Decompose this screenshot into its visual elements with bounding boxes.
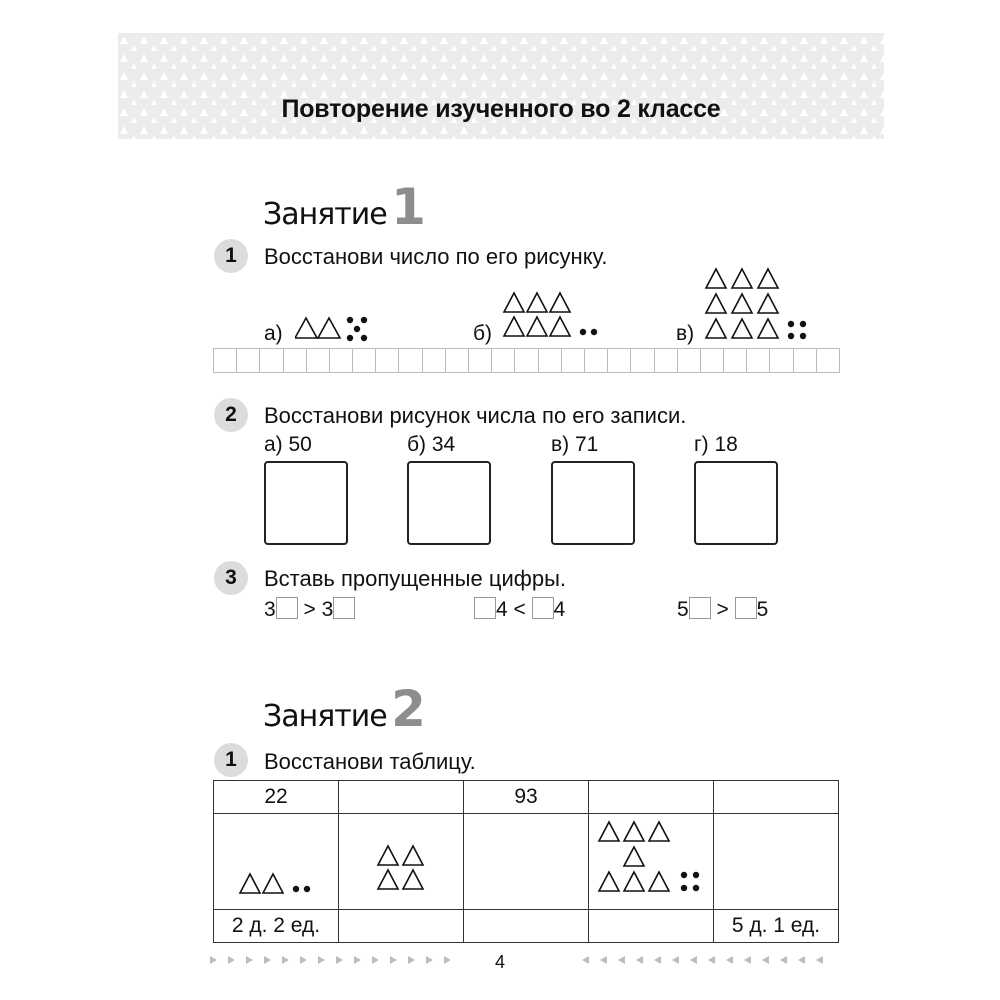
tens-triangles xyxy=(504,293,570,336)
arrow-right-icon xyxy=(408,956,415,964)
ten-triangle xyxy=(706,269,726,288)
table-cell[interactable] xyxy=(214,814,339,910)
drawing-box-b[interactable] xyxy=(407,461,491,545)
ten-triangle xyxy=(758,269,778,288)
unit-dot xyxy=(681,885,687,891)
arrow-left-icon xyxy=(600,956,607,964)
arrow-left-icon xyxy=(726,956,733,964)
arrow-right-icon xyxy=(336,956,343,964)
number-prompt-a: а) 50 xyxy=(264,433,312,456)
ten-triangle xyxy=(599,872,619,891)
unit-dot xyxy=(788,321,794,327)
tens-triangles xyxy=(706,269,778,338)
inequality-1: 3 > 3 xyxy=(264,597,355,622)
arrow-right-icon xyxy=(264,956,271,964)
unit-dot xyxy=(591,329,597,335)
digit-box[interactable] xyxy=(735,597,757,619)
ten-triangle xyxy=(527,317,547,336)
table-cell[interactable]: 5 д. 1 ед. xyxy=(714,910,839,943)
arrow-left-icon xyxy=(708,956,715,964)
table-cell[interactable]: 93 xyxy=(464,781,589,814)
drawing-box-a[interactable] xyxy=(264,461,348,545)
drawing-box-g[interactable] xyxy=(694,461,778,545)
digit-box[interactable] xyxy=(333,597,355,619)
lesson-number: 2 xyxy=(391,680,426,738)
arrow-left-icon xyxy=(816,956,823,964)
unit-dot xyxy=(693,885,699,891)
arrow-right-icon xyxy=(372,956,379,964)
tens-triangles xyxy=(295,318,340,338)
ten-triangle xyxy=(403,846,423,865)
digit-box[interactable] xyxy=(276,597,298,619)
table-cell[interactable]: 2 д. 2 ед. xyxy=(214,910,339,943)
page-number: 4 xyxy=(494,952,505,972)
table-cell[interactable] xyxy=(339,814,464,910)
task-instruction: Восстанови таблицу. xyxy=(264,749,476,774)
lesson-number: 1 xyxy=(391,178,426,236)
answer-cell-strip[interactable] xyxy=(213,348,841,374)
arrow-left-icon xyxy=(798,956,805,964)
item-label-b: б) xyxy=(473,322,493,345)
lesson-1-heading xyxy=(263,178,426,236)
table-row-decomposition xyxy=(214,910,839,943)
ten-triangle xyxy=(599,822,619,841)
ten-triangle xyxy=(550,293,570,312)
unit-dot xyxy=(580,329,586,335)
number-table xyxy=(213,780,839,943)
arrow-left-icon xyxy=(582,956,589,964)
ten-triangle xyxy=(624,847,644,866)
lesson-2-heading xyxy=(263,680,426,738)
arrow-right-icon xyxy=(228,956,235,964)
ten-triangle xyxy=(378,870,398,889)
ten-triangle xyxy=(624,822,644,841)
page-header-title: Повторение изученного во 2 классе xyxy=(281,95,721,123)
unit-dot xyxy=(800,321,806,327)
number-prompt-b: б) 34 xyxy=(407,433,456,456)
task-number-badge: 2 xyxy=(214,398,248,432)
table-cell[interactable] xyxy=(589,781,714,814)
ten-triangle xyxy=(649,822,669,841)
arrow-left-icon xyxy=(654,956,661,964)
task-instruction: Вставь пропущенные цифры. xyxy=(264,566,566,591)
ten-triangle xyxy=(550,317,570,336)
unit-dot xyxy=(788,333,794,339)
arrow-left-icon xyxy=(744,956,751,964)
unit-dot xyxy=(347,335,353,341)
inequality-3: 5 > 5 xyxy=(677,598,769,621)
arrow-left-icon xyxy=(762,956,769,964)
arrow-left-icon xyxy=(636,956,643,964)
footer-arrow-decoration xyxy=(210,948,840,974)
arrow-right-icon xyxy=(210,956,217,964)
number-prompt-g: г) 18 xyxy=(694,433,738,456)
arrow-left-icon xyxy=(618,956,625,964)
arrow-right-icon xyxy=(246,956,253,964)
unit-dot xyxy=(693,872,699,878)
number-prompt-v: в) 71 xyxy=(551,433,599,456)
unit-dot xyxy=(800,333,806,339)
units-dots xyxy=(788,321,806,339)
ten-triangle xyxy=(624,872,644,891)
digit-box[interactable] xyxy=(689,597,711,619)
table-row-numbers xyxy=(214,781,839,814)
number-drawing-b xyxy=(500,290,610,346)
number-drawing-v xyxy=(702,266,812,346)
arrow-right-icon xyxy=(300,956,307,964)
task-number-badge: 3 xyxy=(214,561,248,595)
ten-triangle xyxy=(527,293,547,312)
unit-dot xyxy=(681,872,687,878)
table-cell[interactable] xyxy=(464,814,589,910)
table-cell[interactable] xyxy=(589,814,714,910)
arrow-left-icon xyxy=(690,956,697,964)
number-drawing-a xyxy=(295,310,375,346)
ten-triangle xyxy=(504,293,524,312)
units-dots xyxy=(580,329,597,335)
arrow-left-icon xyxy=(780,956,787,964)
ten-triangle xyxy=(240,874,260,893)
task-number-badge: 1 xyxy=(214,743,248,777)
table-cell[interactable] xyxy=(339,910,464,943)
item-label-v: в) xyxy=(676,322,695,345)
unit-dot xyxy=(347,317,353,323)
arrow-right-icon xyxy=(390,956,397,964)
table-cell[interactable] xyxy=(589,910,714,943)
table-cell[interactable] xyxy=(339,781,464,814)
ten-triangle xyxy=(732,294,752,313)
ten-triangle xyxy=(295,318,317,338)
ten-triangle xyxy=(378,846,398,865)
table-row-drawings xyxy=(214,814,839,910)
unit-dot xyxy=(361,317,367,323)
table-cell[interactable] xyxy=(464,910,589,943)
table-cell[interactable] xyxy=(714,781,839,814)
lesson-title: Занятие xyxy=(263,197,387,232)
unit-dot xyxy=(293,886,299,892)
ten-triangle xyxy=(403,870,423,889)
task-instruction: Восстанови рисунок числа по его записи. xyxy=(264,403,687,428)
task-instruction: Восстанови число по его рисунку. xyxy=(264,244,608,269)
drawing-box-v[interactable] xyxy=(551,461,635,545)
units-dots xyxy=(347,317,367,341)
arrow-left-icon xyxy=(672,956,679,964)
unit-dot xyxy=(304,886,310,892)
lesson-title: Занятие xyxy=(263,699,387,734)
number-drawing xyxy=(339,814,463,903)
ten-triangle xyxy=(758,294,778,313)
arrow-right-icon xyxy=(444,956,451,964)
arrow-right-icon xyxy=(426,956,433,964)
ten-triangle xyxy=(649,872,669,891)
digit-box[interactable] xyxy=(532,597,554,619)
table-cell[interactable] xyxy=(714,814,839,910)
item-label-a: а) xyxy=(264,322,283,345)
table-cell[interactable]: 22 xyxy=(214,781,339,814)
unit-dot xyxy=(354,326,360,332)
arrow-right-icon xyxy=(318,956,325,964)
number-drawing xyxy=(589,814,713,903)
ten-triangle xyxy=(706,319,726,338)
task-number-badge: 1 xyxy=(214,239,248,273)
ten-triangle xyxy=(758,319,778,338)
inequality-2: 4 < 4 xyxy=(474,597,565,622)
arrow-right-icon xyxy=(354,956,361,964)
digit-box[interactable] xyxy=(474,597,496,619)
number-drawing xyxy=(214,814,338,903)
ten-triangle xyxy=(263,874,283,893)
ten-triangle xyxy=(504,317,524,336)
arrow-right-icon xyxy=(282,956,289,964)
header-banner xyxy=(118,33,884,139)
ten-triangle xyxy=(706,294,726,313)
ten-triangle xyxy=(318,318,340,338)
ten-triangle xyxy=(732,319,752,338)
unit-dot xyxy=(361,335,367,341)
ten-triangle xyxy=(732,269,752,288)
